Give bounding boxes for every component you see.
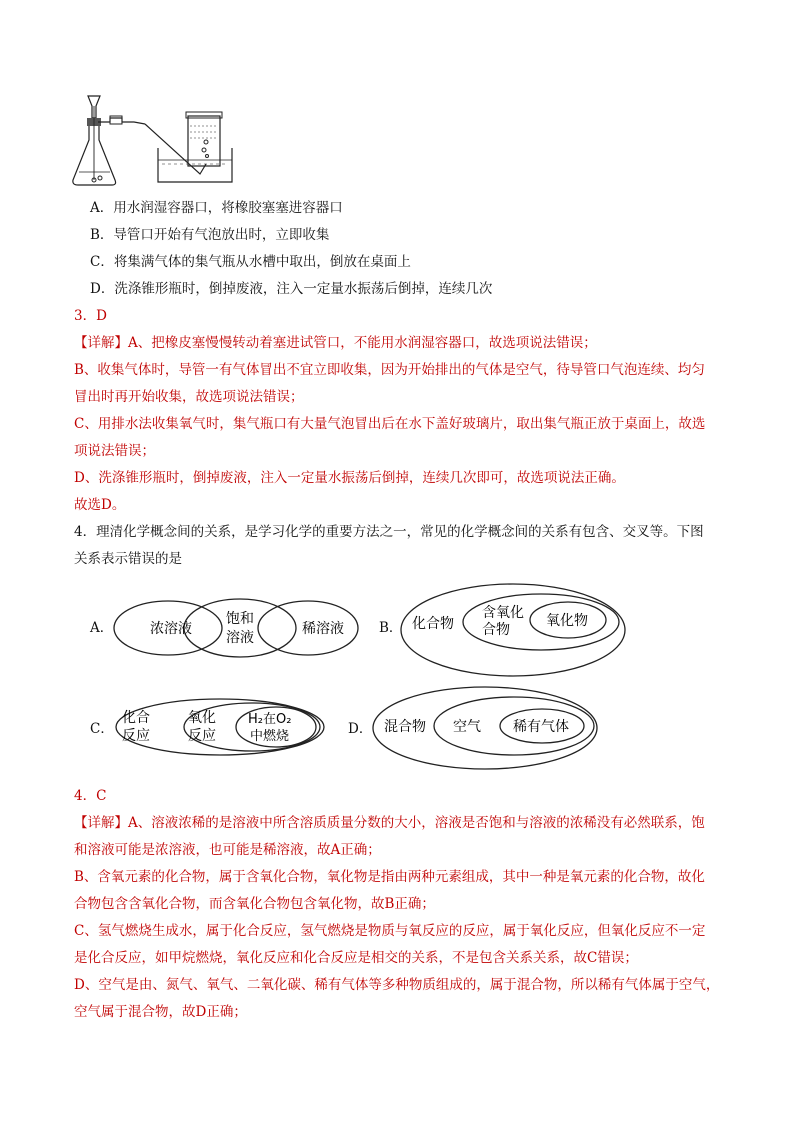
diagram-b xyxy=(398,580,630,680)
diagram-b-mid1: 含氧化 xyxy=(482,605,524,621)
detail-tag: 【详解】 xyxy=(74,335,128,351)
q4-answer: 4．C xyxy=(74,788,107,804)
diagram-c-inner1: H₂在O₂ xyxy=(248,712,292,727)
q3-detail-line-4: C、用排水法收集氧气时，集气瓶口有大量气泡冒出后在水下盖好玻璃片，取出集气瓶正放于桌面上，故选 xyxy=(74,416,706,432)
diagram-d-inner: 稀有气体 xyxy=(513,719,569,735)
diagram-a-left: 浓溶液 xyxy=(150,621,192,637)
q3-option-a: A．用水润湿容器口，将橡胶塞塞进容器口 xyxy=(90,200,343,216)
q3-option-d: D．洗涤锥形瓶时，倒掉废液，注入一定量水振荡后倒掉，连续几次 xyxy=(90,281,493,297)
diagram-b-label: B． xyxy=(379,620,403,636)
q4-detail-line-7: D、空气是由、氮气、氧气、二氧化碳、稀有气体等多种物质组成的，属于混合物，所以稀有气体属于空气， xyxy=(74,977,720,993)
diagram-a xyxy=(112,596,362,662)
diagram-a-label: A． xyxy=(90,620,114,636)
diagram-a-mid1: 饱和 xyxy=(226,611,254,627)
q4-detail-line-4: 合物包含含氧化合物，而含氧化合物包含氧化物，故B正确； xyxy=(74,896,435,912)
detail-text: A、把橡皮塞慢慢转动着塞进试管口，不能用水润湿容器口，故选项说法错误； xyxy=(128,335,597,351)
q3-detail-line-1 xyxy=(74,334,597,352)
diagram-c-outer2: 反应 xyxy=(122,728,150,744)
diagram-b-inner: 氧化物 xyxy=(546,613,588,629)
diagram-a-mid2: 溶液 xyxy=(226,630,254,646)
diagram-b-mid2: 合物 xyxy=(482,622,510,638)
diagram-c-outer1: 化合 xyxy=(122,710,150,726)
q3-detail-line-5: 项说法错误； xyxy=(74,443,155,459)
q4-detail-line-8: 空气属于混合物，故D正确； xyxy=(74,1004,247,1020)
diagram-d-outer: 混合物 xyxy=(384,719,426,735)
diagram-c-label: C． xyxy=(90,721,114,737)
q4-detail-line-6: 是化合反应，如甲烷燃烧，氧化反应和化合反应是相交的关系，不是包含关系关系，故C错误； xyxy=(74,950,638,966)
diagram-c xyxy=(112,696,328,758)
q4-detail-line-5: C、氢气燃烧生成水，属于化合反应，氢气燃烧是物质与氧反应的反应，属于氧化反应，但氧化反应不一定 xyxy=(74,923,706,939)
apparatus-figure xyxy=(70,92,240,192)
q3-detail-line-7: 故选D。 xyxy=(74,497,126,513)
q4-detail-line-2: 和溶液可能是浓溶液，也可能是稀溶液，故A正确； xyxy=(74,842,381,858)
diagram-d-mid: 空气 xyxy=(453,719,481,735)
q4-detail-line-1 xyxy=(74,814,705,832)
q4-stem-line-1: 4．理清化学概念间的关系，是学习化学的重要方法之一，常见的化学概念间的关系有包含、交叉等。下图 xyxy=(74,524,704,540)
q3-detail-line-2: B、收集气体时，导管一有气体冒出不宜立即收集，因为开始排出的气体是空气，待导管口气泡连续、均匀 xyxy=(74,362,705,378)
q3-answer: 3．D xyxy=(74,308,107,324)
q4-stem-line-2: 关系表示错误的是 xyxy=(74,551,182,567)
q3-option-b: B．导管口开始有气泡放出时，立即收集 xyxy=(90,227,330,243)
diagram-b-outer: 化合物 xyxy=(412,616,454,632)
q3-option-c: C．将集满气体的集气瓶从水槽中取出，倒放在桌面上 xyxy=(90,254,411,270)
q4-detail-line-3: B、含氧元素的化合物，属于含氧化合物，氧化物是指由两种元素组成，其中一种是氧元素的化合物，故化 xyxy=(74,869,705,885)
diagram-a-right: 稀溶液 xyxy=(302,621,344,637)
diagram-c-inner2: 中燃烧 xyxy=(250,729,290,744)
diagram-d-label: D． xyxy=(348,721,373,737)
diagram-c-mid1: 氧化 xyxy=(188,710,216,726)
q3-detail-line-6: D、洗涤锥形瓶时，倒掉废液，注入一定量水振荡后倒掉，连续几次即可，故选项说法正确。 xyxy=(74,470,625,486)
detail-tag: 【详解】 xyxy=(74,815,128,831)
detail-text: A、溶液浓稀的是溶液中所含溶质质量分数的大小，溶液是否饱和与溶液的浓稀没有必然联系，饱 xyxy=(128,815,705,831)
diagram-c-mid2: 反应 xyxy=(188,728,216,744)
diagram-d xyxy=(370,684,602,776)
q3-detail-line-3: 冒出时再开始收集，故选项说法错误； xyxy=(74,389,304,405)
